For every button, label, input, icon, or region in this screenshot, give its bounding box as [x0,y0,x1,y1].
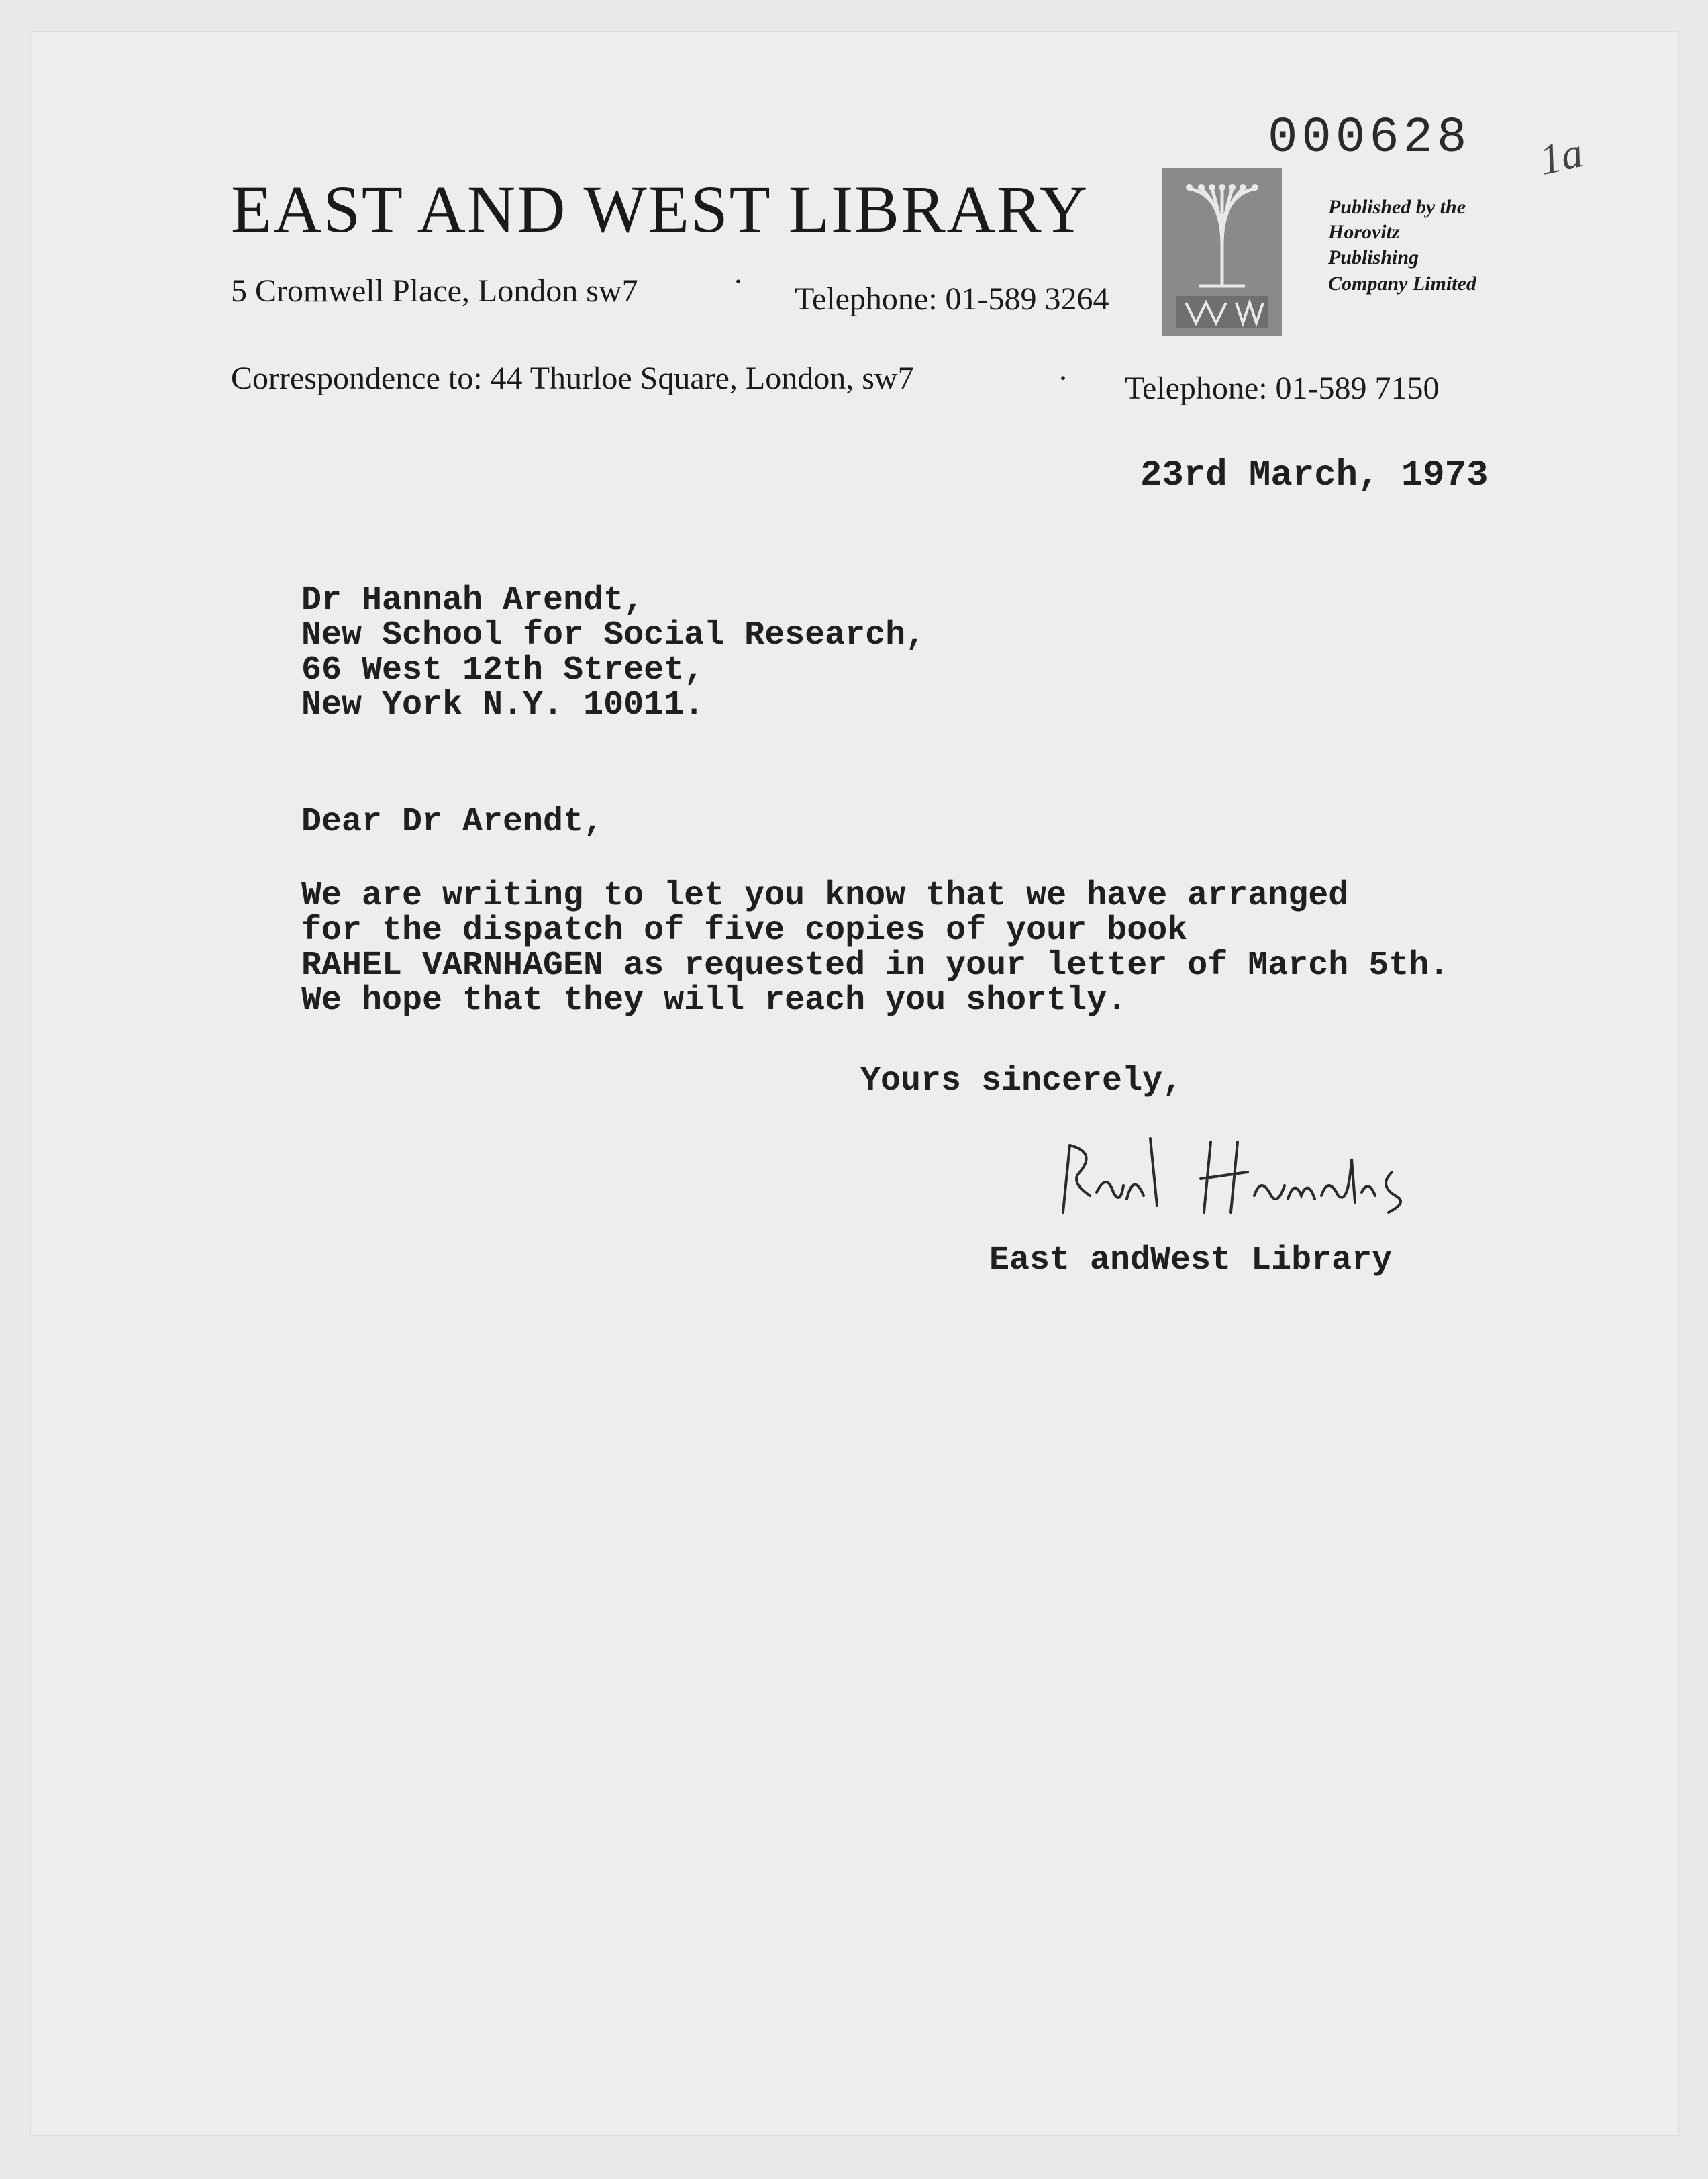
recipient-line: 66 West 12th Street, [301,651,705,689]
recipient-line: New York N.Y. 10011. [301,686,705,724]
body-line: We hope that they will reach you shortly. [301,981,1127,1020]
recipient-line: Dr Hannah Arendt, [301,581,644,620]
correspondence-separator: · [1058,360,1068,396]
body-line: We are writing to let you know that we have arranged [301,877,1349,915]
letter-page [30,31,1679,2136]
body-line: RAHEL VARNHAGEN as requested in your letter of March 5th. [301,947,1450,985]
correspondence-telephone: Telephone: 01-589 7150 [1125,371,1440,406]
letterhead-telephone: Telephone: 01-589 3264 [795,281,1109,317]
publisher-line-4: Company Limited [1328,273,1476,295]
publisher-line-1: Published by the [1328,196,1466,218]
handwritten-note: 1a [1535,128,1587,184]
letterhead-separator: · [733,264,744,299]
signature [1056,1132,1459,1226]
letterhead-address: 5 Cromwell Place, London sw7 [231,273,638,309]
salutation: Dear Dr Arendt, [301,803,604,841]
body-line: for the dispatch of five copies of your book [301,912,1188,950]
correspondence-address: Correspondence to: 44 Thurloe Square, London, sw7 [231,360,914,396]
menorah-logo-icon [1162,168,1282,336]
publisher-line-2: Horovitz [1328,221,1400,243]
letterhead-title: EAST AND WEST LIBRARY [231,172,1089,246]
sender-signoff: East andWest Library [989,1241,1393,1279]
document-number: 000628 [1268,110,1471,166]
publisher-line-3: Publishing [1328,246,1419,269]
letter-date: 23rd March, 1973 [1140,455,1489,496]
recipient-line: New School for Social Research, [301,616,926,655]
closing: Yours sincerely, [860,1062,1183,1100]
